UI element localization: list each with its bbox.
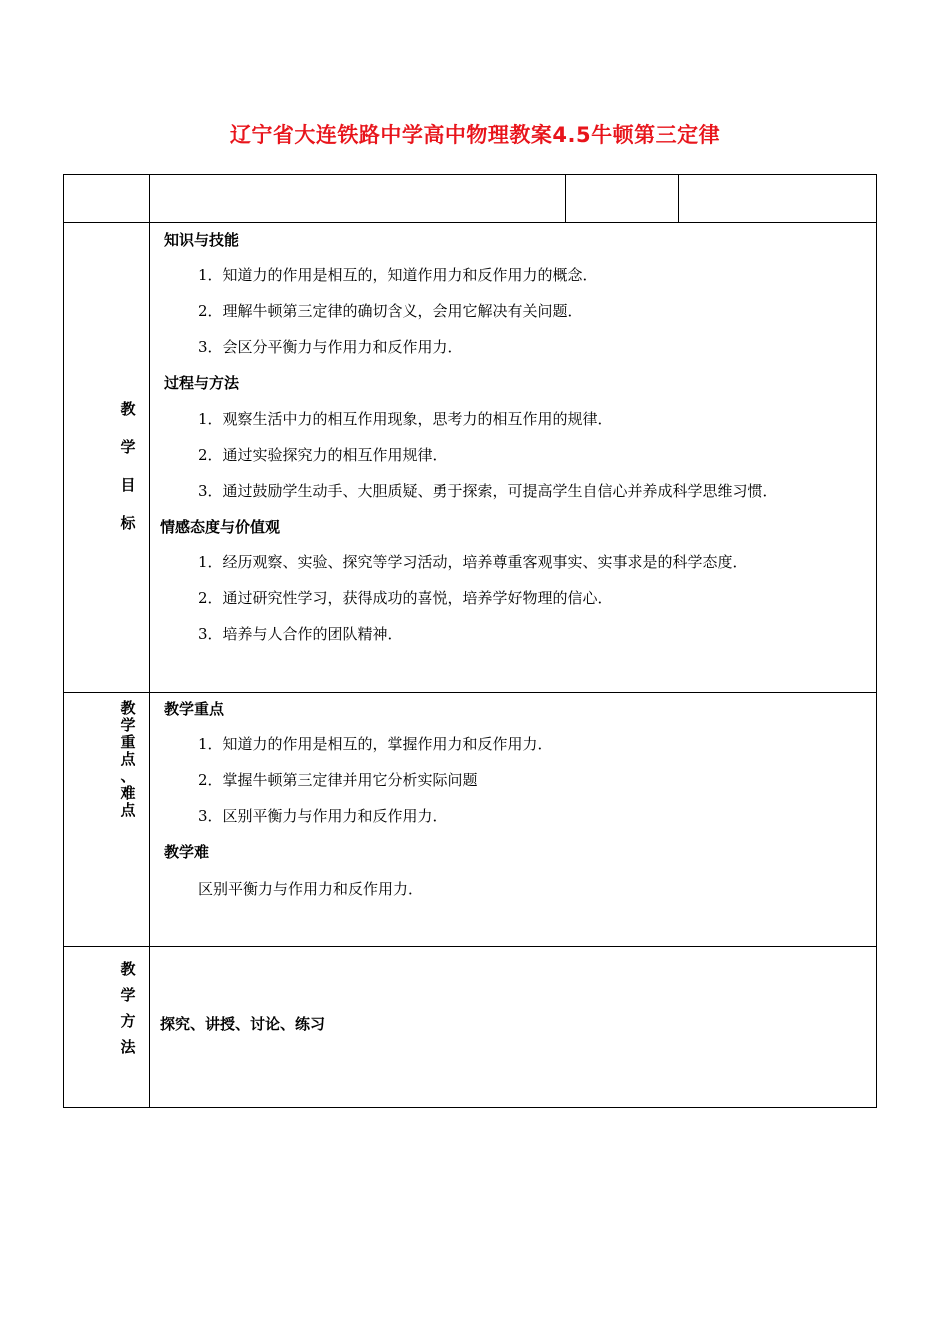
- objective-item: 2．理解牛顿第三定律的确切含义，会用它解决有关问题．: [198, 302, 583, 320]
- objective-item: 1．经历观察、实验、探究等学习活动，培养尊重客观事实、实事求是的科学态度．: [198, 553, 748, 571]
- header-cell-divider-1: [565, 174, 566, 222]
- row-divider-keypoints: [63, 946, 877, 947]
- objective-item: 2．通过研究性学习，获得成功的喜悦，培养学好物理的信心．: [198, 589, 613, 607]
- objective-item: 1．观察生活中力的相互作用现象，思考力的相互作用的规律．: [198, 410, 613, 428]
- objective-item: 2．通过实验探究力的相互作用规律．: [198, 446, 448, 464]
- section-heading-attitude: 情感态度与价值观: [160, 518, 281, 536]
- document-title: 辽宁省大连铁路中学高中物理教案4.5牛顿第三定律: [229, 123, 721, 147]
- objective-item: 3．培养与人合作的团队精神．: [198, 625, 403, 643]
- column-divider-label: [149, 174, 150, 1108]
- focus-item: 3．区别平衡力与作用力和反作用力．: [198, 807, 448, 825]
- section-heading-difficulty: 教学难: [164, 843, 210, 861]
- section-heading-process: 过程与方法: [164, 374, 240, 392]
- section-heading-focus: 教学重点: [164, 700, 225, 718]
- header-cell-divider-2: [678, 174, 679, 222]
- focus-item: 1．知道力的作用是相互的，掌握作用力和反作用力．: [198, 735, 553, 753]
- objective-item: 1．知道力的作用是相互的，知道作用力和反作用力的概念．: [198, 266, 598, 284]
- focus-item: 2．掌握牛顿第三定律并用它分析实际问题: [198, 771, 478, 789]
- objective-item: 3．通过鼓励学生动手、大胆质疑、勇于探索，可提高学生自信心并养成科学思维习惯．: [198, 482, 778, 500]
- row-divider-header: [63, 222, 877, 223]
- keypoints-label: 教 学 重 点 、 难 点: [120, 699, 136, 819]
- section-heading-knowledge: 知识与技能: [164, 231, 240, 249]
- row-divider-objectives: [63, 692, 877, 693]
- difficulty-item: 区别平衡力与作用力和反作用力．: [198, 880, 424, 898]
- methods-text: 探究、讲授、讨论、练习: [160, 1015, 326, 1033]
- objectives-label: 教 学 目 标: [120, 400, 136, 532]
- objective-item: 3．会区分平衡力与作用力和反作用力．: [198, 338, 463, 356]
- methods-label: 教 学 方 法: [120, 960, 136, 1056]
